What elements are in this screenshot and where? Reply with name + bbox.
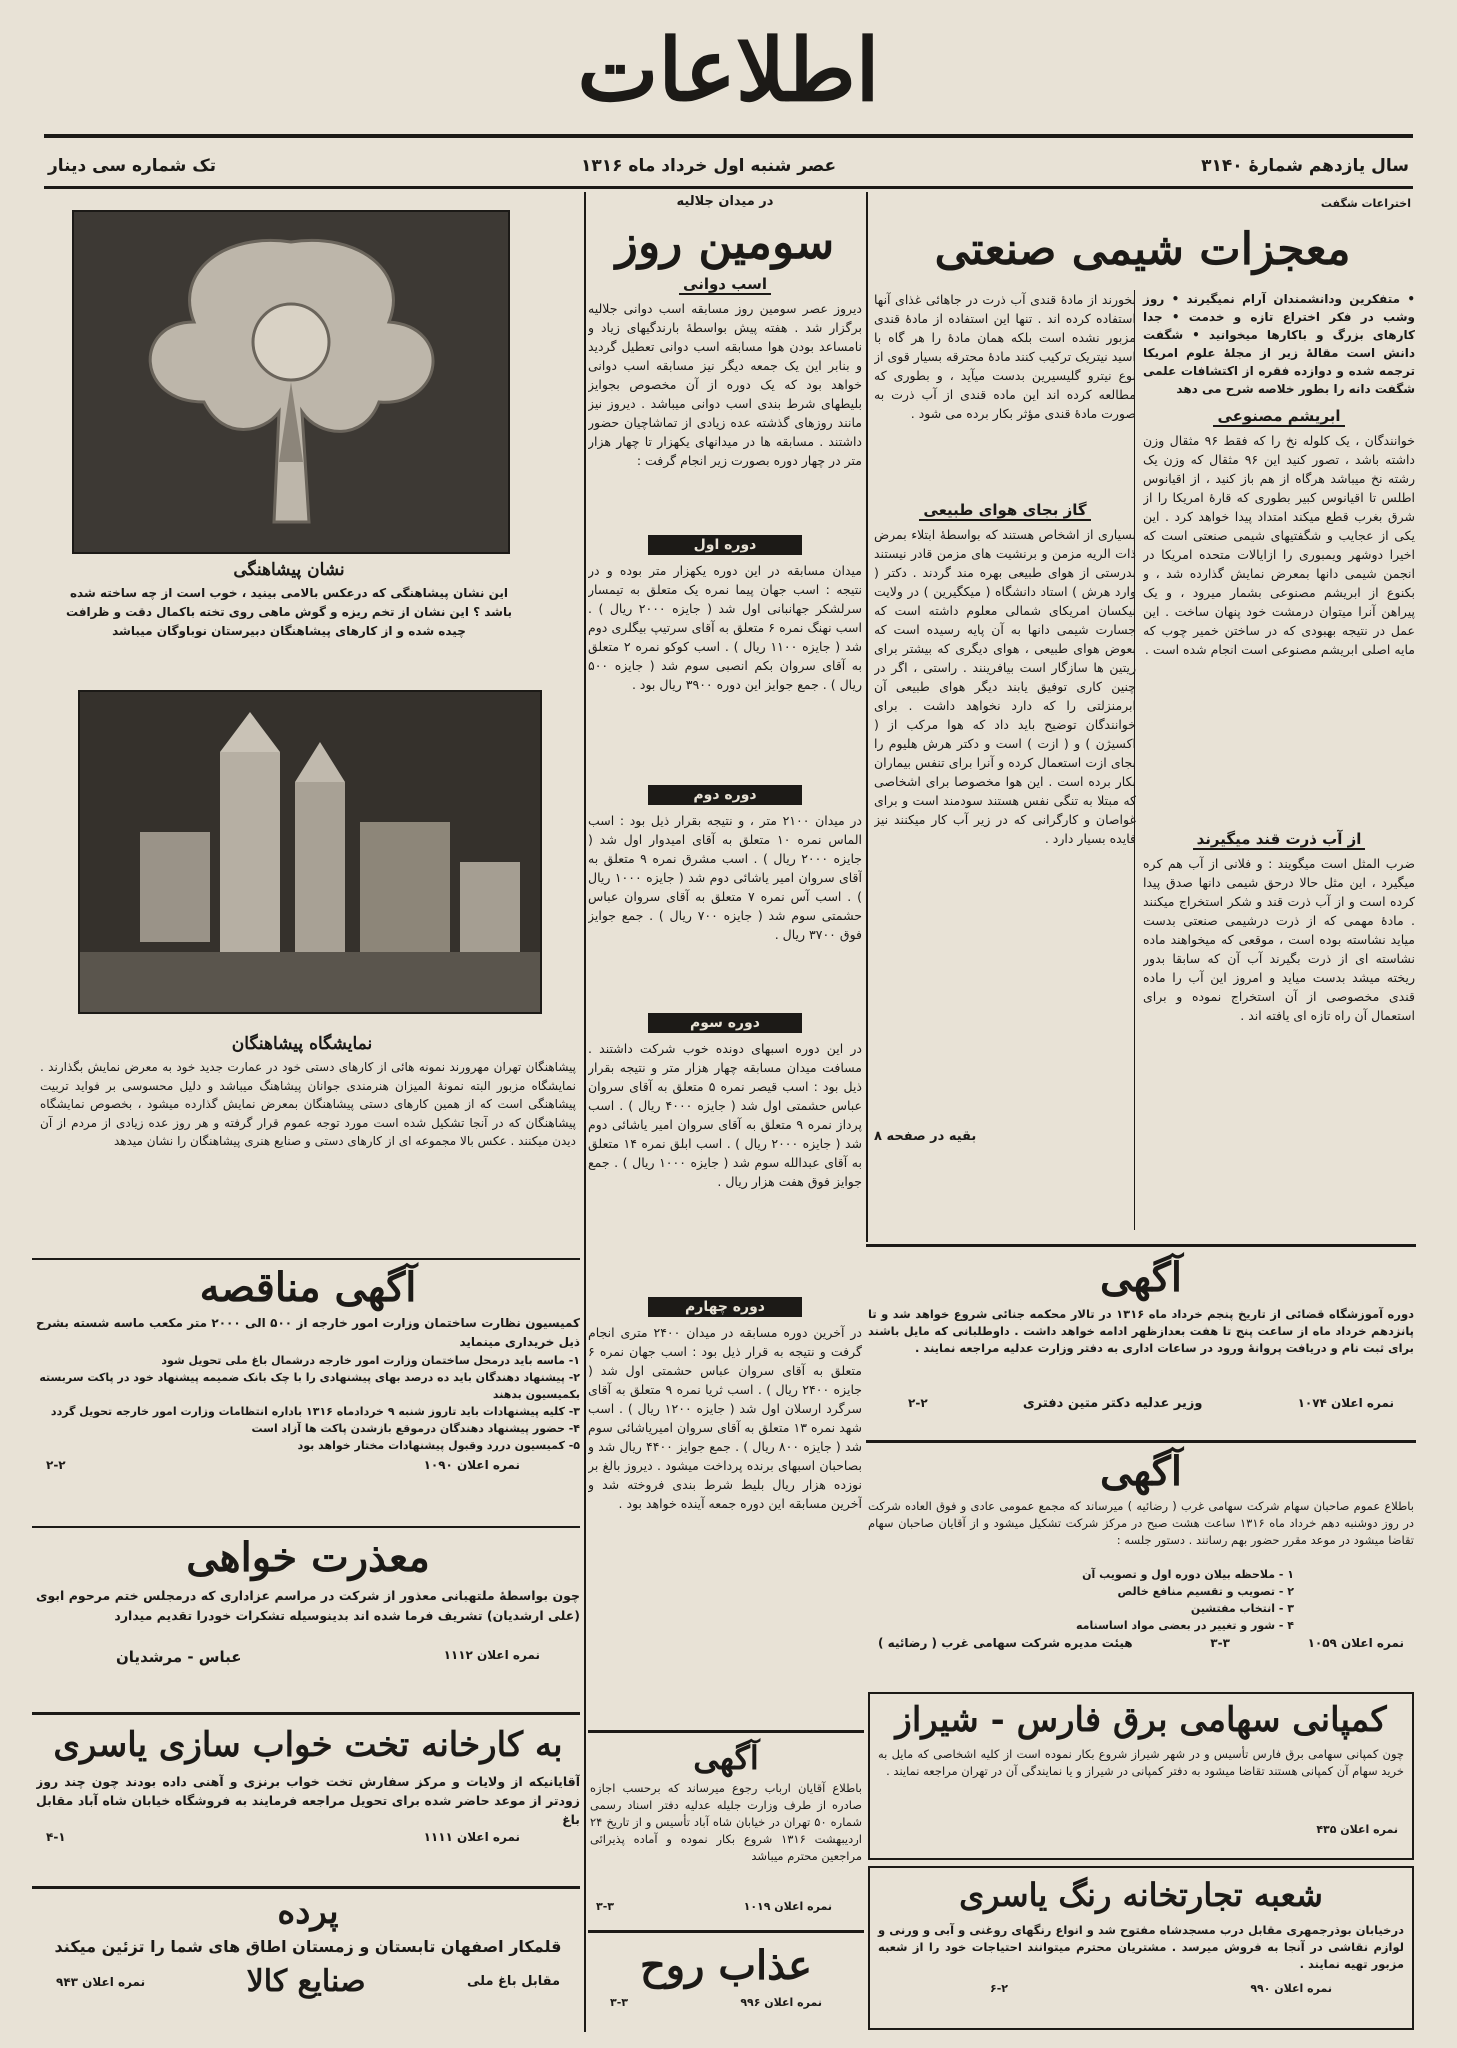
article-intro: • متفکرین ودانشمندان آرام نمیگیرند • روز وشب در فکر اختراع تازه و خدمت • جدا کارهای بزرگ و باکارها میخوانید • شگفت دانش است مقالهٔ زیر از مجلهٔ علوم امریکا ترجمه شده و دوازده فقره از اکتشافات علمی شگفت دانه را بطور خلاصه شرح می دهد [1143,292,1415,396]
race-subhead: اسب دوانی [679,275,771,295]
article-sugar-continued: بخورند از مادهٔ قندی آب ذرت در جاهائی غذای آنها استفاده کرده اند . تنها این استفاده از مادهٔ قندی مزبور نشده است بلکه همان مادهٔ را هر گاه با اسید نیتریک ترکیب کنند مادهٔ محترقه بسیار قوی از نوع نیترو گلیسیرین بدست میآید ، و بطوری که مطالعه کرده اند این ماده قندی از آب ذرت به صورت مادهٔ قندی مؤثر بکار برده می شود . [874,292,1136,421]
notary-ad [590,1736,862,1926]
exhibition-photo [78,690,542,1014]
continued-note: بقیه در صفحه ۸ [874,1129,977,1144]
dye-shop-sequence: ۶-۲ [990,1982,1008,1995]
tender-item: ۴- حضور پیشنهاد دهندگان درموقع بازشدن پاکت ها آزاد است [251,1422,580,1435]
justice-title: آگهی [1100,1254,1182,1301]
company-item: ۴ - شور و تغییر در بعضی مواد اساسنامه [1075,1619,1294,1632]
curtain-number: نمره اعلان ۹۴۳ [56,1974,146,1989]
tender-item: ۳- کلیه پیشنهادات باید تاروز شنبه ۹ خردادماه ۱۳۱۶ باداره انتظامات وزارت امور خارجه تحویل گردد [50,1405,580,1418]
curtain-title: پرده [277,1892,339,1932]
article-headline: معجزات شیمی صنعتی [934,224,1351,275]
issue-date: عصر شنبه اول خرداد ماه ۱۳۱۶ [581,156,837,176]
justice-number: نمره اعلان ۱۰۷۴ [1297,1396,1394,1410]
exhibition-image [80,692,540,1012]
column-rule [866,192,868,1242]
curtain-ad [36,1890,580,2030]
tender-number: نمره اعلان ۱۰۹۰ [423,1458,520,1472]
badge-caption: نشان پیشاهنگی [233,560,345,580]
curtain-brand: صنایع کالا [246,1964,366,1999]
notary-number: نمره اعلان ۱۰۱۹ [743,1900,832,1913]
company-number: نمره اعلان ۱۰۵۹ [1307,1636,1404,1650]
badge-photo [72,210,510,554]
apology-text: چون بواسطهٔ ملتهبانی معذور از شرکت در مراسم عزاداری که درمجلس ختم مرحوم ابوی (علی ارشدیان) تشریف فرما شده اند بدینوسیله تشکرات خودرا تقدیم میدارد [36,1588,580,1623]
apology-ad [36,1530,580,1710]
article-gas-text: بسیاری از اشخاص هستند که بواسطهٔ ابتلاء بمرض ذات الریه مزمن و برنشیت های مزمن قادر نیستند بدرستی از هوای طبیعی بهره مند گردند . دکتر ( وارد هرش ) استاد دانشگاه ( میکگیرین ) در ولایت نیکسان امریکای شمالی معلوم داشته است که جسارت شیمی دانها به آن پایه رسیده است که بعوض هوای طبیعی ، هوای دیگری که بیشتر برای ریتین ها سازگار است بیافرینند . راستی ، اگر در چنین کاری توفیق یابند دیگر هوای طبیعی آن ابرمنزلتی را که دارد نخواهد داشت . برای خوانندگان توضیح باید داد که هوا مرکب از ( اکسیژن ) و ( ازت ) است و دکتر هرش هلیوم را بجای ازت استعمال کرده و آنرا برای تنفس بیماران بکار برده است . این هوا مخصوصا برای اشخاصی که مبتلا به تنگی نفس هستند سودمند است و برای غواصان و کارگرانی که در زیر آب کار میکنند نیز فایده بسیار دارد . [874,527,1136,846]
exhibition-text: پیشاهنگان تهران مهرورند نمونه هائی از کارهای دستی خود در عمارت جدید خود به معرض نمایش بگذارند . نمایشگاه مزبور البته نمونهٔ المیزان هنرمندی جوانان پیشاهنگ میباشد و دلیل محسوسی بر فواید تربیت پیشاهنگی است که از همین کارهای دستی پیشاهنگان بمعرض نمایش گذارده میشود ، بخصوص نمایشگاه پیشاهنگان که در آنجا تشکیل شده است مورد توجه عموم قرار گرفته و هر روز عده زیادی از مردم از آن دیدن میکنند . عکس بالا مجموعه ای از کارهای دستی و صنایع هنری پیشاهنگان را نشان میدهد [40,1060,576,1148]
race-round-2: در میدان ۲۱۰۰ متر ، و نتیجه بقرار ذیل بود : اسب الماس نمره ۱۰ متعلق به آقای امیدوار اول شد ( جایزه ۲۰۰۰ ریال ) . اسب مشرق نمره ۹ متعلق به آقای سروان امیر یاشائی دوم شد ( جایزه ۱۰۰۰ ریال ) . اسب آس نمره ۷ متعلق به آقای سروان عباس حشمتی سوم شد ( جایزه ۷۰۰ ریال ) . جمع جوایز فوق ۳۷۰۰ ریال . [588,813,862,942]
bed-factory-sequence: ۴-۱ [46,1830,66,1844]
tender-title: آگهی مناقصه [199,1264,417,1311]
justice-signature: وزیر عدلیه دکتر متین دفتری [1022,1396,1203,1411]
notary-sequence: ۳-۳ [596,1900,614,1913]
notary-text: باطلاع آقایان ارباب رجوع میرساند که برحسب اجازه صادره از طرف وزارت جلیله عدلیه دفتر اسناد رسمی شماره ۵۰ تهران در خیابان شاه آباد تأسیس و از تاریخ ۲۴ اردیبهشت ۱۳۱۶ شروع بکار نموده و آماده پذیرائی مراجعین محترم میباشد [590,1781,862,1863]
section-rule [866,1244,1416,1247]
dateline [48,148,1409,184]
masthead: اطلاعات [577,20,880,121]
chemistry-article [870,194,1415,1244]
tender-item: ۱- ماسه باید درمحل ساختمان وزارت امور خارجه درشمال باغ ملی تحویل شود [161,1354,580,1367]
section-rule [32,1886,580,1889]
race-round-3: در این دوره اسبهای دونده خوب شرکت داشتند . مسافت میدان مسابقه چهار هزار متر و نتیجه بقرار ذیل بود : اسب قیصر نمره ۵ متعلق به آقای سروان عباس حشمتی اول شد ( جایزه ۴۰۰۰ ریال ) . اسب پرداز نمره ۹ متعلق به آقای سروان امیر یاشائی دوم شد ( جایزه ۲۰۰۰ ریال ) . اسب ابلق نمره ۱۴ متعلق به آقای عبدالله سوم شد ( جایزه ۱۰۰۰ ریال ) . جمع جوایز فوق هفت هزار ریال . [588,1041,862,1189]
race-round-2-title: دوره دوم [648,785,802,805]
subhead-sugar: از آب ذرت قند میگیرند [1193,830,1366,850]
tender-intro: کمیسیون نظارت ساختمان وزارت امور خارجه از ۵۰۰ الی ۲۰۰۰ متر مکعب ماسه شسته بشرح ذیل خریداری مینماید [36,1316,580,1349]
bed-factory-number: نمره اعلان ۱۱۱۱ [423,1830,520,1844]
dye-shop-number: نمره اعلان ۹۹۰ [1250,1982,1332,1995]
tender-item: ۲- پیشنهاد دهندگان باید ده درصد بهای پیشنهادی را با چک بانک ضمیمه پیشنهاد خود در پاکت سربسته بکمیسیون بدهند [39,1371,580,1401]
exhibition-caption: نمایشگاه پیشاهنگان [231,1034,373,1054]
company-sequence: ۳-۳ [1210,1636,1230,1650]
power-title: کمپانی سهامی برق فارس - شیراز [895,1700,1387,1740]
column-rule [584,192,586,2032]
tender-item: ۵- کمیسیون دررد وقبول پیشنهادات مختار خواهد بود [297,1439,580,1452]
race-round-1-title: دوره اول [648,535,802,555]
apology-number: نمره اعلان ۱۱۱۲ [443,1648,540,1662]
article-column-left [874,290,1136,1145]
race-headline: سومین روز [615,215,835,269]
curtain-address: مقابل باغ ملی [467,1974,560,1989]
tender-sequence: ۲-۲ [46,1458,66,1472]
power-number: نمره اعلان ۴۳۵ [1316,1823,1398,1836]
azab-sequence: ۳-۳ [610,1996,628,2009]
power-text: چون کمپانی سهامی برق فارس تأسیس و در شهر شیراز شروع بکار نموده است از کلیه اشخاصی که مایل به خرید سهام آن کمپانی هستند تقاضا میشود به دفتر کمپانی در شیراز و یا نمایندگی آن در تهران مراجعه نمایند . [878,1747,1404,1778]
company-title: آگهی [1100,1448,1182,1495]
article-tag: اختراعات شگفت [1320,197,1411,210]
section-rule [588,1930,864,1933]
justice-text: دوره آموزشگاه قضائی از تاریخ پنجم خرداد ماه ۱۳۱۶ در تالار محکمه جنائی شروع خواهد شد و تا پانزدهم خرداد ماه از ساعت پنج تا هفت بعدازظهر ادامه خواهد داشت . داوطلبانی که مایل باشند برای ثبت نام و دریافت پروانهٔ ورود در ساعات اداری به دفتر وزارت عدلیه مراجعه نمایند . [868,1307,1414,1355]
section-rule [32,1258,580,1260]
company-item: ۱ - ملاحظه بیلان دوره اول و تصویب آن [1082,1568,1294,1581]
azab-ad [590,1936,862,2036]
race-round-1: میدان مسابقه در این دوره یکهزار متر بوده و در نتیجه : اسب جهان پیما نمره یک متعلق به تیمسار سرلشکر جهانبانی اول شد ( جایزه ۲۰۰۰ ریال ) . اسب نهنگ نمره ۶ متعلق به آقای سرتیپ بیگلری دوم شد ( جایزه ۱۱۰۰ ریال ) . اسب کوکو نمره ۲ متعلق به آقای سروان بکم انصبی سوم شد ( جایزه ۵۰۰ ریال ) . جمع جوایز این دوره ۳۹۰۰ ریال بود . [588,563,862,692]
azab-number: نمره اعلان ۹۹۶ [740,1996,822,2009]
dye-shop-ad [868,1866,1414,2030]
article-sugar-text: ضرب المثل است میگویند : و فلانی از آب هم کره میگیرد ، این مثل حالا درحق شیمی دانها صدق پیدا کرده است و از آب ذرت قند و شکر استخراج میکنند . مادهٔ مهمی که از ذرت درشیمی صنعتی بدست میاید نشاسته بوده است ، موقعی که میخواهند ماده نشاسته ای از ذرت بگیرند آب آن که سابقا بدور ریخته میشد بدست میاید و امروز این آب را ماده قندی مخصوصی از آن استخراج نموده و برای استعمال آن راه تازه ای یافته اند . [1143,856,1415,1023]
section-rule [32,1526,580,1528]
race-round-3-title: دوره سوم [648,1013,802,1033]
masthead-rule [44,134,1413,138]
section-rule [866,1440,1416,1443]
subhead-silk: ابریشم مصنوعی [1213,407,1344,427]
apology-title: معذرت خواهی [186,1534,430,1581]
section-rule [588,1730,864,1733]
dateline-rule [44,186,1413,189]
horse-race-article [588,194,862,1724]
curtain-text: قلمکار اصفهان تابستان و زمستان اطاق های شما را تزئین میکند [54,1937,562,1956]
issue-number: سال یازدهم شمارهٔ ۳۱۴۰ [1201,156,1409,176]
subhead-gas: گاز بجای هوای طبیعی [919,501,1090,521]
article-column-right [1143,290,1415,1090]
bed-factory-ad [36,1718,580,1884]
race-round-4-title: دوره چهارم [648,1297,802,1317]
notary-title: آگهی [693,1739,759,1777]
power-company-ad [868,1692,1414,1860]
azab-title: عذاب روح [639,1942,812,1989]
justice-ad [868,1250,1414,1436]
company-signature: هیئت مدیره شرکت سهامی غرب ( رضائیه ) [878,1636,1133,1650]
company-item: ۲ - تصویب و تقسیم منافع خالص [1117,1585,1294,1598]
section-rule [32,1712,580,1715]
bed-factory-text: آقایانیکه از ولایات و مرکز سفارش تخت خواب برنزی و آهنی داده بودند چون چند روز زودتر از موعد حاضر شده برای تحویل مراجعه فرمایند به فروشگاه خیابان شاه آباد مقابل باغ [36,1774,580,1827]
race-intro: دیروز عصر سومین روز مسابقه اسب دوانی جلالیه برگزار شد . هفته پیش بواسطهٔ بارندگیهای زیاد و نامساعد بودن هوا مسابقه اسب دوانی تعطیل گردید و بنابر این یک جمعه دیگر نیز مسابقه اسب دوانی خواهد بود که یک دوره از آن مخصوص بجوایز بلیطهای شرط بندی اسب دوانی میباشد . دیروز نیز مانند روزهای گذشته عده زیادی از تماشاچیان حضور داشتند . مسابقه ها در میدانهای یکهزار تا چهار هزار متر در چهار دوره بصورت زیر انجام گرفت : [588,301,862,468]
justice-sequence: ۲-۲ [908,1396,928,1410]
scout-badge-image [74,212,508,552]
bed-factory-title: به کارخانه تخت خواب سازی یاسری [53,1725,563,1765]
race-tag: در میدان جلالیه [676,194,774,209]
tender-ad [36,1262,580,1522]
company-item: ۳ - انتخاب مفتشین [1190,1602,1294,1615]
company-intro: باطلاع عموم صاحبان سهام شرکت سهامی غرب ( رضائیه ) میرساند که مجمع عمومی عادی و فوق العاده شرکت در روز دوشنبه دهم خرداد ماه ۱۳۱۶ ساعت هشت صبح در مرکز شرکت تشکیل میشود و از آقایان صاحبان سهام تقاضا میشود در موعد مقرر حضور بهم رسانند . دستور جلسه : [868,1499,1414,1547]
race-round-4: در آخرین دوره مسابقه در میدان ۲۴۰۰ متری انجام گرفت و نتیجه به قرار ذیل بود : اسب جهان نمره ۶ متعلق به آقای سروان عباس حشمتی اول شد ( جایزه ۲۴۰۰ ریال ) . اسب ثریا نمره ۹ متعلق به آقای سرگرد ارسلان اول شد ( جایزه ۱۲۰۰ ریال ) . اسب شهد نمره ۱۳ متعلق به آقای سروان امیریاشائی سوم شد ( جایزه ۸۰۰ ریال ) . جمع جوایز ۴۴۰۰ ریال شد و بصاحبان اسبهای برنده پرداخت میشود . دیروز بالغ بر نوزده هزار ریال بلیط شرط بندی فروخته شد و آخرین مسابقه این دوره جمعه آینده خواهد بود . [588,1325,862,1511]
company-ad [868,1446,1414,1682]
issue-price: تک شماره سی دینار [48,156,216,176]
article-silk-text: خوانندگان ، یک کلوله نخ را که فقط ۹۶ مثقال وزن داشته باشد ، تصور کنید این ۹۶ مثقال که وزن یک رشته نخ میباشد هرگاه از هم باز کنید ، از اقیانوس اطلس تا اقیانوس کبیر بطوری که قارهٔ امریکا را از شرق بغرب قطع میکند امتداد پیدا خواهد کرد . این یکی از عجایب و شگفتیهای شیمی صنعتی است که اخیرا دوشهر ویمبوری را ازایالات متحده امریکا در انجمن شیمی دانها بمعرض نمایش گذارده شد ، و بکنوع از ابریشم مصنوعی بشمار میرود ، و یک پیراهن آنرا میتوان درمشت خود پنهان ساخت . این عمل در نتیجه بهبودی که در ساختن خمیر چوب که مایه اصلی ابریشم مصنوعی است انجام شده است . [1143,433,1415,657]
apology-signature: عباس - مرشدیان [116,1648,242,1666]
dye-shop-text: درخیابان بوذرجمهری مقابل درب مسجدشاه مفتوح شد و انواع رنگهای روغنی و آبی و ورنی و لوازم نقاشی در آنجا به فروش میرسد . مشتریان محترم میتوانند احتیاجات خود را از شعبه مزبور تهیه نمایند . [878,1923,1404,1971]
badge-text: این نشان پیشاهنگی که درعکس بالامی بینید ، خوب است از چه ساخته شده باشد ؟ این نشان از تخم ریزه و گوش ماهی روی تخته باکمال دقت و ظرافت چیده شده و از کارهای پیشاهنگان دبیرستان نوباوگان میباشد [66,586,512,638]
dye-shop-title: شعبه تجارتخانه رنگ یاسری [959,1876,1323,1914]
